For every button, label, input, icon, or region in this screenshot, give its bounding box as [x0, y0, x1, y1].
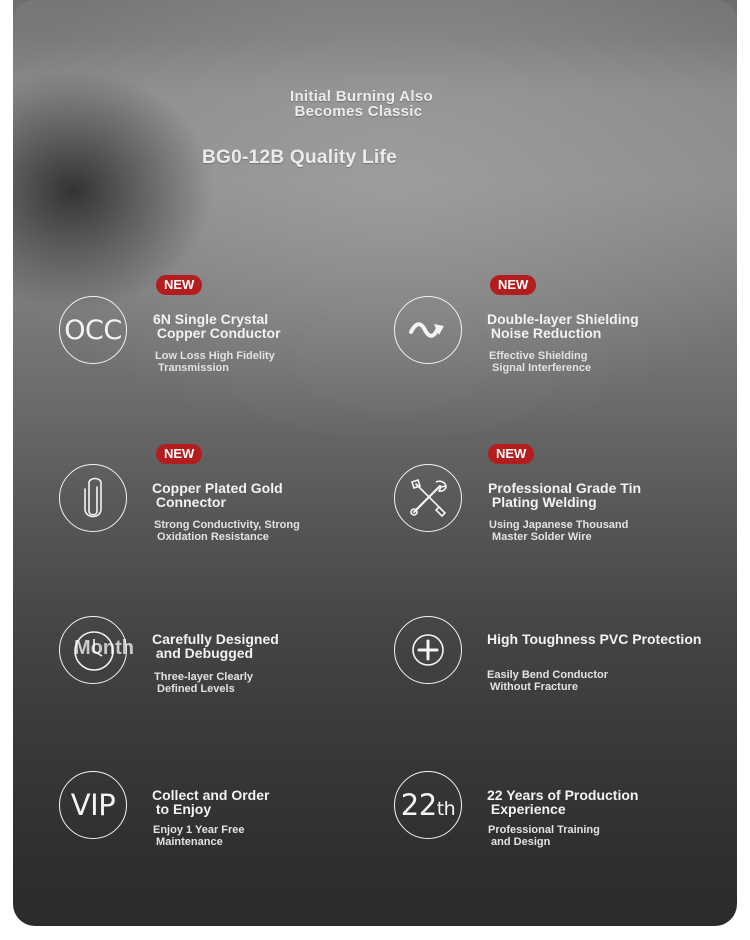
feature-occ-conductor [58, 274, 398, 384]
new-badge: NEW [156, 275, 202, 295]
feature-subtitle: Effective Shielding Signal Interference [489, 350, 592, 374]
feature-22-years [393, 750, 733, 860]
feature-title: High Toughness PVC Protection [487, 631, 702, 647]
feature-subtitle: Professional Training and Design [488, 824, 600, 848]
years-icon-number: 22 [400, 788, 437, 822]
feature-subtitle: Three-layer Clearly Defined Levels [154, 671, 254, 695]
promo-panel [13, 0, 737, 926]
feature-title: 22 Years of Production Experience [487, 787, 639, 817]
vip-icon-label: VIP [70, 788, 116, 822]
feature-shielding [393, 274, 733, 384]
feature-gold-connector [58, 443, 398, 553]
feature-tin-welding [393, 443, 733, 553]
feature-title: Collect and Order to Enjoy [152, 787, 270, 817]
plus-circle-icon [394, 616, 462, 684]
feature-subtitle: Strong Conductivity, Strong Oxidation Resistance [154, 519, 300, 543]
month-icon-label: Month [74, 637, 134, 659]
feature-title: Carefully Designed and Debugged [152, 631, 279, 661]
tools-icon [394, 464, 462, 532]
feature-title: 6N Single Crystal Copper Conductor [153, 311, 281, 341]
feature-subtitle: Low Loss High Fidelity Transmission [155, 350, 275, 374]
feature-subtitle: Enjoy 1 Year Free Maintenance [153, 824, 245, 848]
feature-collect-order [58, 750, 398, 860]
new-badge: NEW [490, 275, 536, 295]
feature-subtitle: Using Japanese Thousand Master Solder Wire [489, 519, 629, 543]
feature-design-debug [58, 595, 398, 705]
feature-title: Double-layer Shielding Noise Reduction [487, 311, 639, 341]
feature-subtitle: Easily Bend Conductor Without Fracture [487, 669, 609, 693]
wave-arrow-icon [394, 296, 462, 364]
occ-text-icon [59, 296, 127, 364]
month-clock-icon [59, 616, 134, 684]
tagline: Initial Burning Also Becomes Classic [290, 88, 433, 120]
headline: BG0-12B Quality Life [202, 147, 397, 168]
feature-title: Professional Grade Tin Plating Welding [488, 480, 642, 510]
paperclip-icon [59, 464, 127, 532]
new-badge: NEW [488, 444, 534, 464]
years-icon-suffix: th [436, 798, 456, 820]
new-badge: NEW [156, 444, 202, 464]
occ-icon-label: OCC [64, 314, 122, 346]
vip-text-icon [59, 771, 127, 839]
feature-title: Copper Plated Gold Connector [152, 480, 283, 510]
feature-pvc-protection [393, 595, 737, 705]
years-22th-icon [394, 771, 462, 839]
